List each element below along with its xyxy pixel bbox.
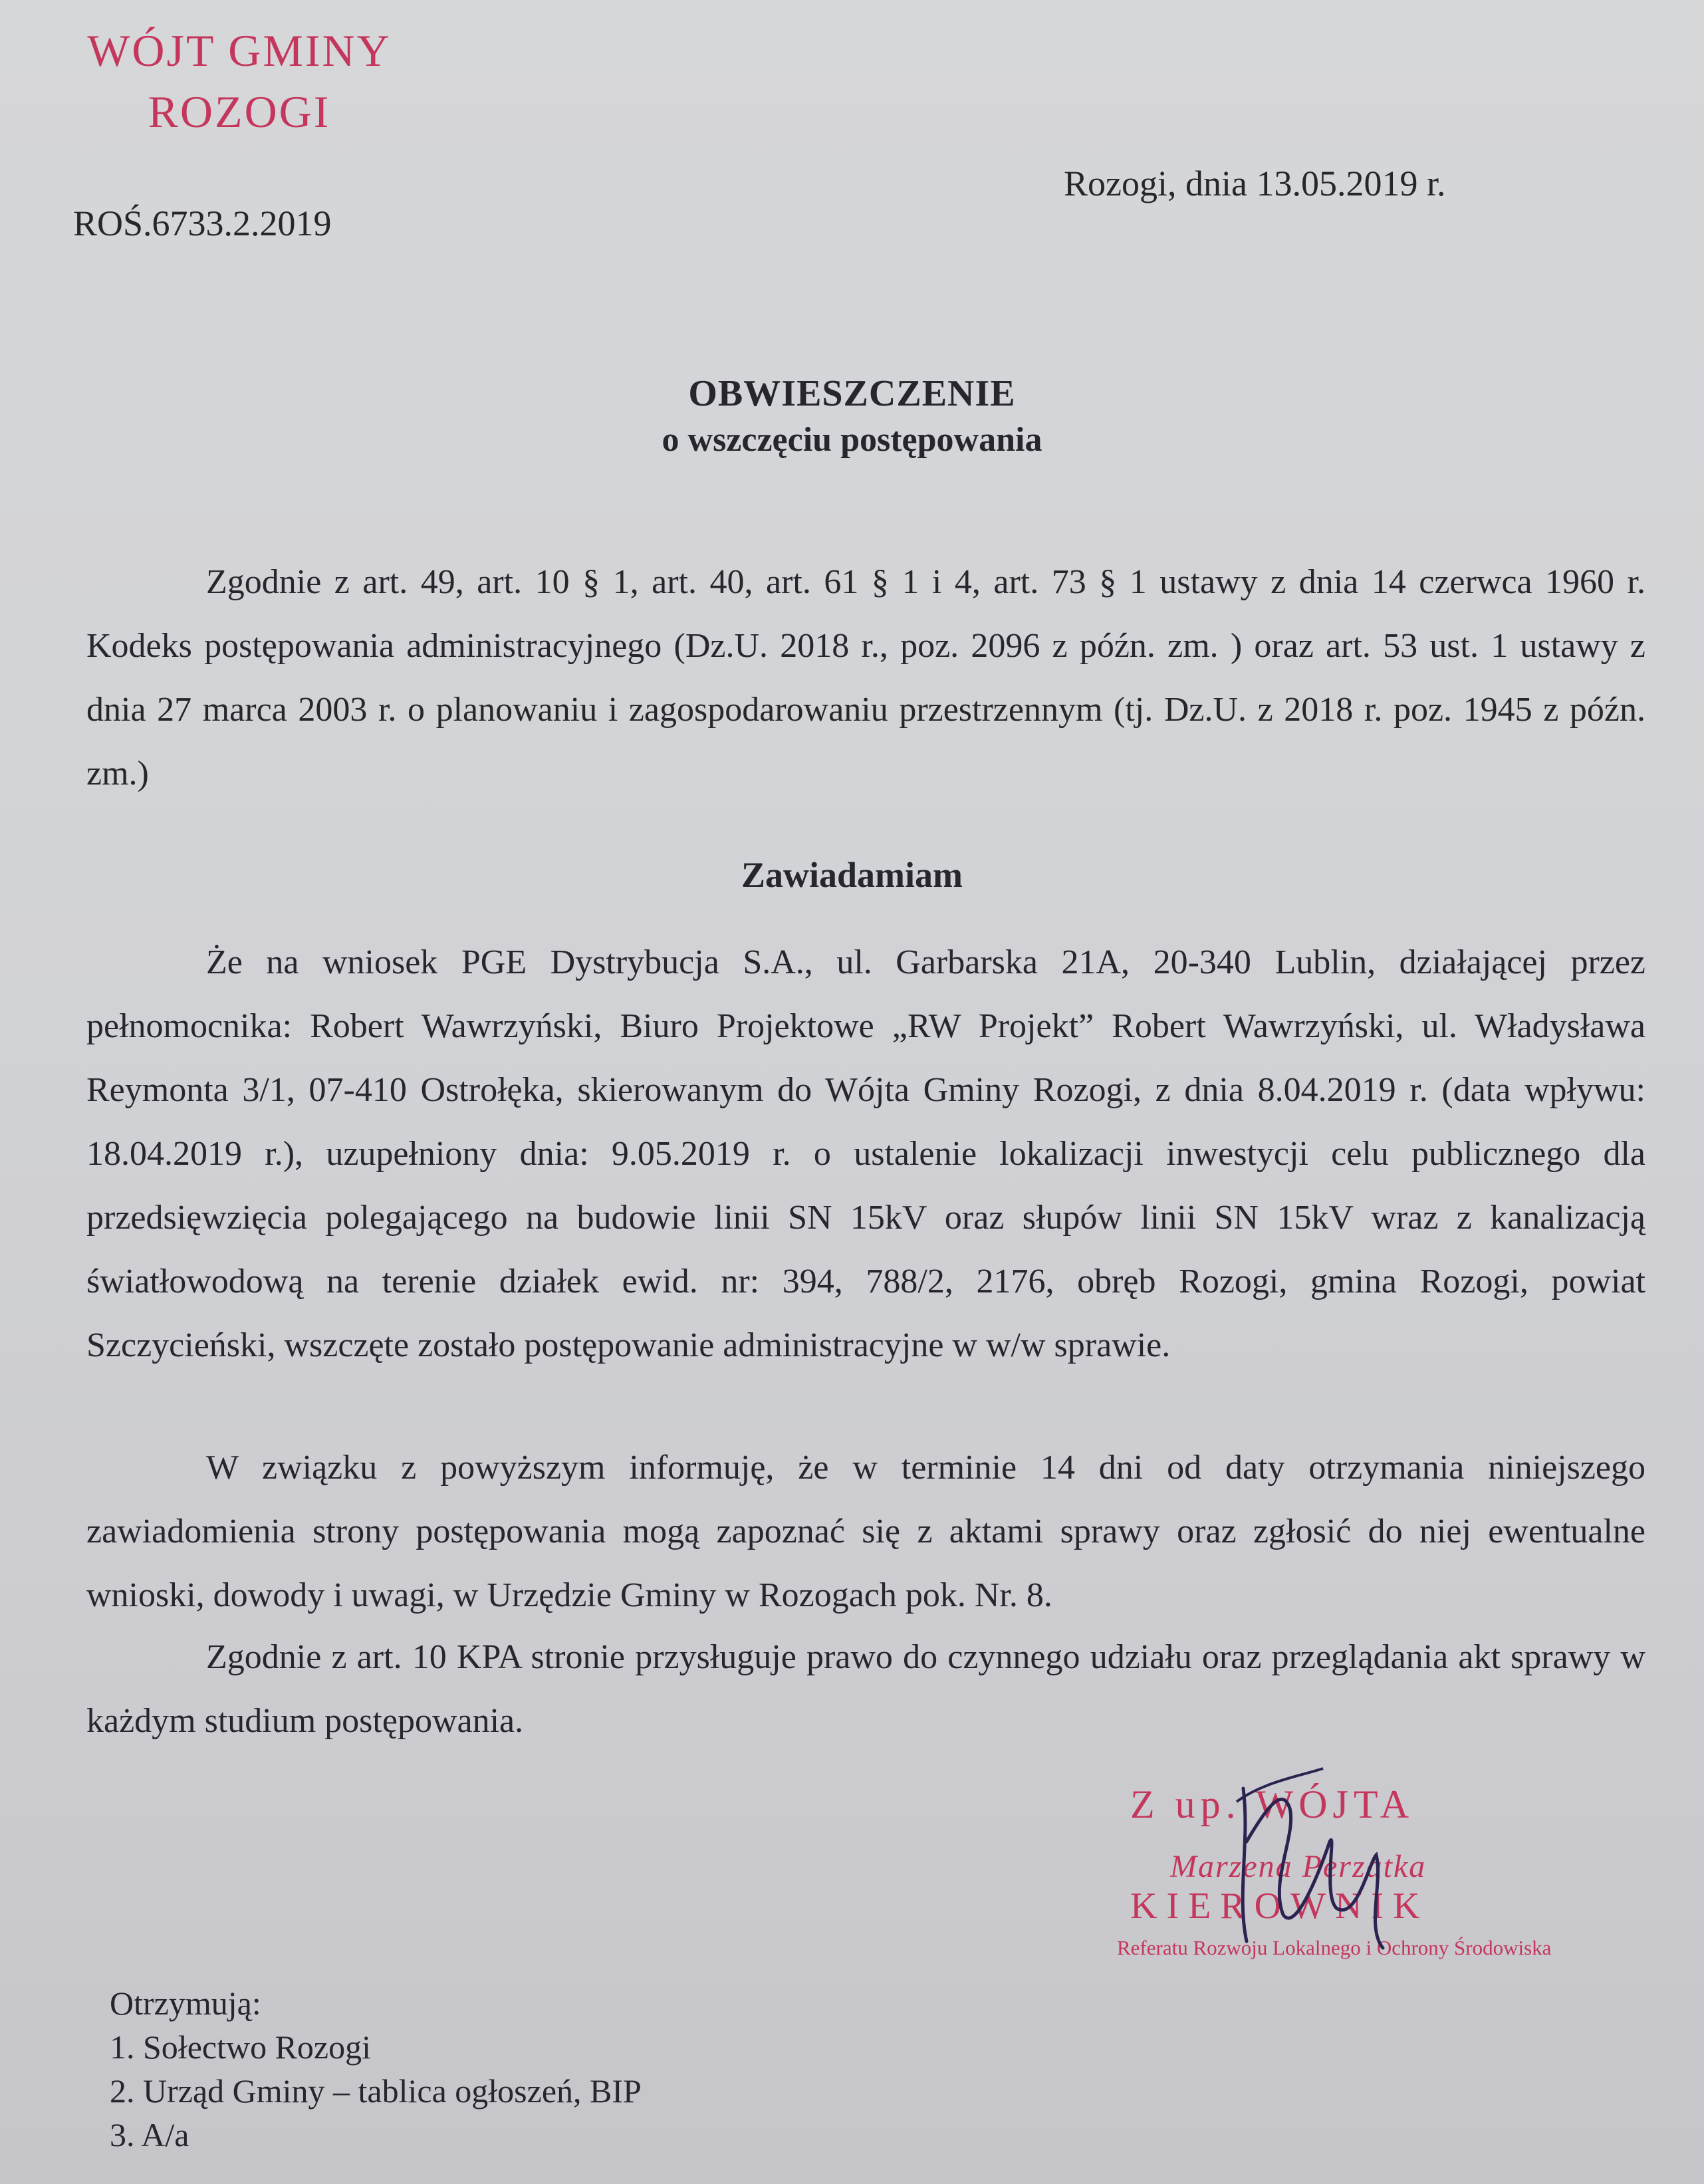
reference-number: ROŚ.6733.2.2019 [73,203,332,243]
recipients-label: Otrzymują: [110,1985,261,2022]
signature-line-1: Z up. WÓJTA [1130,1782,1415,1826]
body-paragraph-1: Że na wniosek PGE Dystrybucja S.A., ul. Garbarska 21A, 20-340 Lublin, działającej przez pełnomocnika: Robert Wawrzyński, Biuro Projektowe „RW Projekt” Robert Wawrzyński, ul. Władysława Reymonta 3/1, 07-410 Ostrołęka, skierowanym do Wójta Gminy Rozogi, z dnia 8.04.2019 r. (data wpływu: 18.04.2019 r.), uzupełniony dnia: 9.05.2019 r. o ustalenie lokalizacji inwestycji celu publicznego dla przedsięwzięcia polegającego na budowie linii SN 15kV oraz słupów linii SN 15kV wraz z kanalizacją światłowodową na terenie działek ewid. nr: 394, 788/2, 2176, obręb Rozogi, gmina Rozogi, powiat Szczycieński, wszczęte zostało postępowanie administracyjne w w/w sprawie. [86,943,1645,1364]
signature-department: Referatu Rozwoju Lokalnego i Ochrony Środowiska [1117,1936,1552,1959]
recipient-item: 3. A/a [110,2116,189,2153]
body-paragraph-2: W związku z powyższym informuję, że w terminie 14 dni od daty otrzymania niniejszego zawiadomienia strony postępowania mogą zapoznać się z aktami sprawy oraz zgłosić do niej ewentualne wnioski, dowody i uwagi, w Urzędzie Gminy w Rozogach pok. Nr. 8. [86,1449,1645,1614]
signature-title: KIEROWNIK [1130,1885,1429,1927]
recipients-list [110,1981,642,2157]
section-heading: Zawiadamiam [741,855,963,895]
document-date: Rozogi, dnia 13.05.2019 r. [1064,164,1446,203]
recipient-item: 2. Urząd Gminy – tablica ogłoszeń, BIP [110,2072,642,2110]
office-stamp [27,20,452,142]
signature-name: Marzena Perzatka [1170,1849,1427,1884]
document-title: OBWIESZCZENIE [688,373,1016,414]
stamp-line-1: WÓJT GMINY [87,25,392,76]
body-paragraph-3: Zgodnie z art. 10 KPA stronie przysługuje prawo do czynnego udziału oraz przeglądania akt sprawy w każdym studium postępowania. [86,1638,1645,1740]
recipient-item: 1. Sołectwo Rozogi [110,2028,372,2066]
document-subtitle: o wszczęciu postępowania [662,421,1042,459]
signature-stamp [1090,1782,1596,1961]
legal-basis-paragraph: Zgodnie z art. 49, art. 10 § 1, art. 40, art. 61 § 1 i 4, art. 73 § 1 ustawy z dnia 14 czerwca 1960 r. Kodeks postępowania administracyjnego (Dz.U. 2018 r., poz. 2096 z późn. zm. ) oraz art. 53 ust. 1 ustawy z dnia 27 marca 2003 r. o planowaniu i zagospodarowaniu przestrzennym (tj. Dz.U. z 2018 r. poz. 1945 z późn. zm.) [86,563,1645,792]
handwritten-signature-icon [1223,1762,1396,1961]
stamp-line-2: ROZOGI [148,86,331,137]
